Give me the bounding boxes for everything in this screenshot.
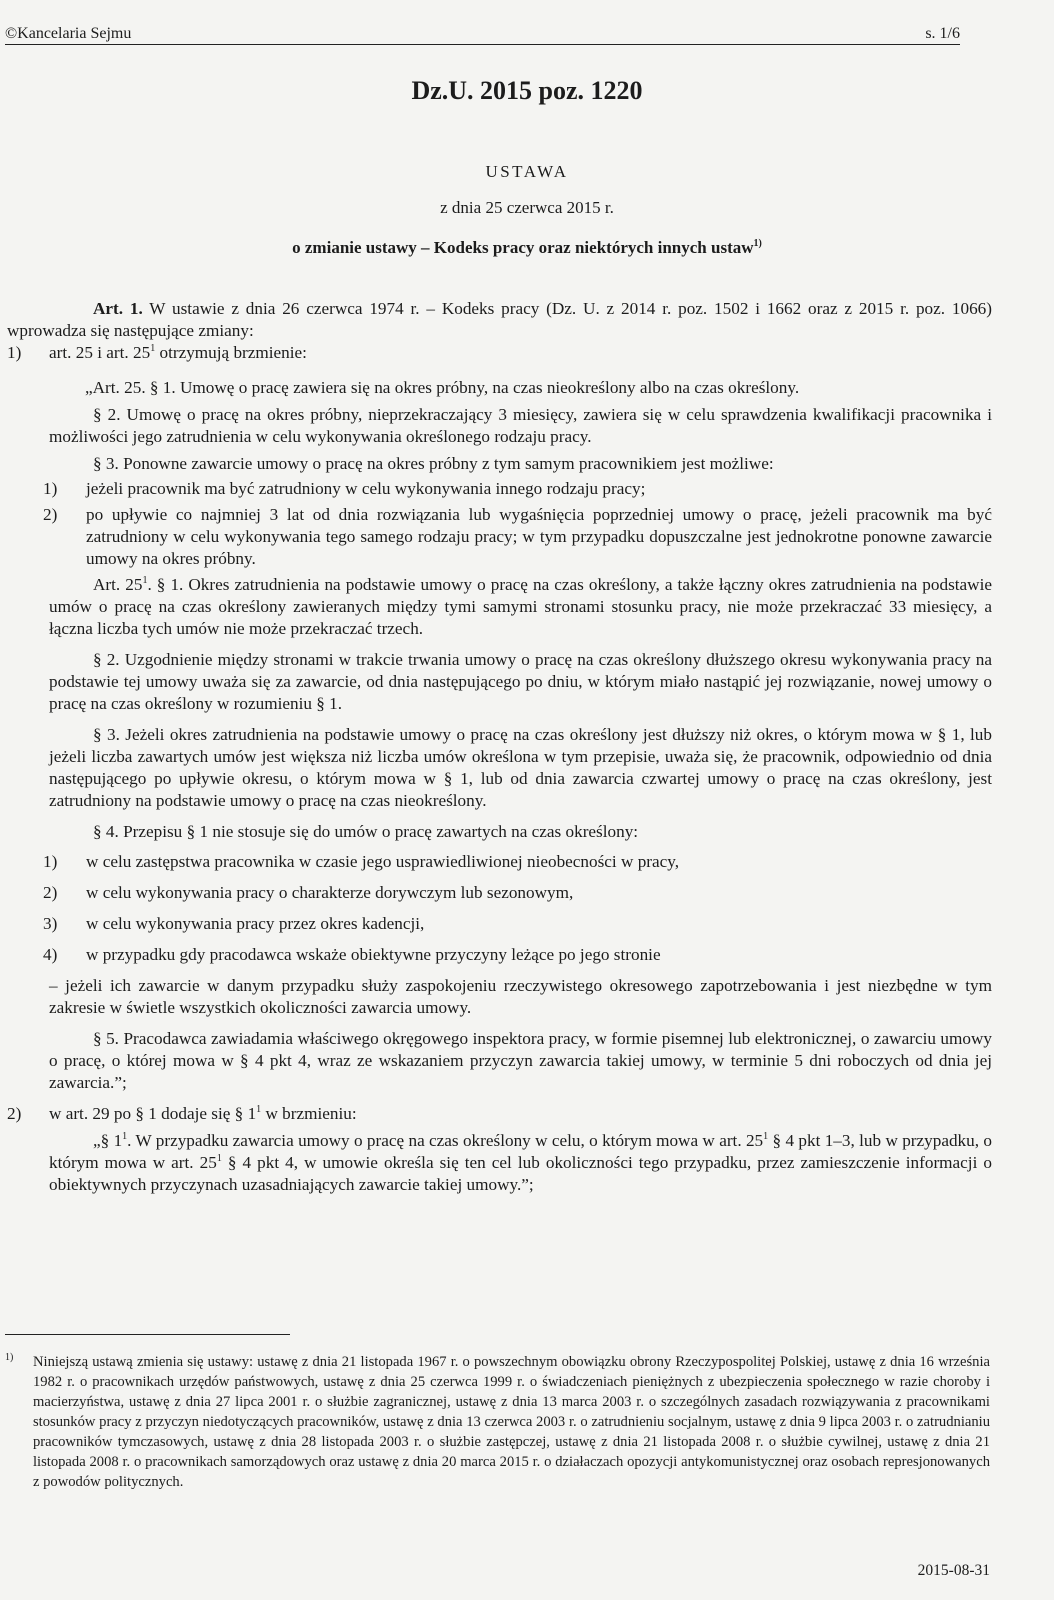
art25-s2: § 2. Umowę o pracę na okres próbny, nieprzekraczający 3 miesięcy, zawiera się w celu sprawdzenia kwalifikacji pracownika i możliwości jego zatrudnienia w celu wykonywania określonego rodzaju pracy. [49,405,992,446]
item-number: 1) [43,852,58,871]
item-text: w celu wykonywania pracy o charakterze dorywczym lub sezonowym, [86,883,574,902]
art25-1-s5: § 5. Pracodawca zawiadamia właściwego okręgowego inspektora pracy, w formie pisemnej lub elektronicznej, o zawarciu umowy o pracę, o której mowa w § 4 pkt 4, wraz ze wskazaniem przyczyn zawarcia takiej umowy, w terminie 5 dni roboczych od dnia jej zawarcia.”; [49,1029,992,1092]
superscript: 1 [763,1131,769,1142]
footnote-text: Niniejszą ustawą zmienia się ustawy: ustawę z dnia 21 listopada 1967 r. o powszechnym obowiązku obrony Rzeczypospolitej Polskiej, ustawę z dnia 16 września 1982 r. o pracownikach urzędów państwowych, ustawę z dnia 25 czerwca 1999 r. o świadczeniach pieniężnych z ubezpieczenia społecznego w razie choroby i macierzyństwa, ustawę z dnia 27 lipca 2001 r. o służbie zagranicznej, ustawę z dnia 13 marca 2003 r. o szczególnych zasadach rozwiązywania z pracownikami stosunków pracy z przyczyn niedotyczących pracowników, ustawę z dnia 13 czerwca 2003 r. o zatrudnieniu socjalnym, ustawę z dnia 9 lipca 2003 r. o zatrudnianiu pracowników tymczasowych, ustawę z dnia 28 listopada 2003 r. o służbie zastępczej, ustawę z dnia 21 listopada 2008 r. o służbie cywilnej, ustawę z dnia 21 listopada 2008 r. o pracownikach samorządowych oraz ustawę z dnia 20 marca 2015 r. o działaczach opozycji antykomunistycznej oraz osobach represjonowanych z powodów politycznych. [33,1354,990,1490]
list-item [7,882,992,904]
quote-text: § 4 pkt 1–3, lub w przypadku, o którym mowa w art. 25 [49,1131,992,1172]
journal-reference: Dz.U. 2015 poz. 1220 [411,76,643,105]
page-header [5,22,960,45]
point-2 [7,1103,992,1125]
article-text: . § 1. Okres zatrudnienia na podstawie umowy o pracę na czas określony, a także łączny okres zatrudnienia na podstawie umów o pracę na czas określony zawieranych między tymi samymi stronami stosunku pracy, nie może przekraczać 33 miesięcy, a łączna liczba tych umów nie może przekraczać trzech. [49,575,992,638]
list-item [7,944,992,966]
act-type: USTAWA [485,162,569,181]
point-text: w art. 29 po § 1 dodaje się § 1 [49,1104,257,1123]
item-number: 2) [43,505,58,524]
art25-1-s4-tail: – jeżeli ich zawarcie w danym przypadku służy zaspokojeniu rzeczywistego okresowego zapotrzebowania i jest niezbędne w tym zakresie w świetle wszystkich okoliczności zawarcia umowy. [49,976,992,1017]
point-number: 1) [7,343,22,362]
point-1 [7,342,992,364]
superscript: 1 [122,1131,128,1142]
list-item [7,851,992,873]
item-number: 1) [43,479,58,498]
art25-1-s2: § 2. Uzgodnienie między stronami w trakcie trwania umowy o pracę na czas określony dłuższego okresu wykonywania pracy na podstawie tej umowy uważa się za zawarcie, od dnia następującego po dniu, w którym miało nastąpić jej rozwiązanie, nowej umowy o pracę na czas określony w rozumieniu § 1. [49,650,992,713]
footnote-reference[interactable]: 1) [753,238,762,249]
article-text: Art. 25 [93,575,143,594]
point-number: 2) [7,1104,22,1123]
list-item [7,478,992,500]
item-text: w przypadku gdy pracodawca wskaże obiektywne przyczyny leżące po jego stronie [86,945,661,964]
list-item [7,504,992,570]
art25-s1: „Art. 25. § 1. Umowę o pracę zawiera się na okres próbny, na czas nieokreślony albo na czas określony. [85,378,800,397]
item-text: w celu wykonywania pracy przez okres kadencji, [86,914,425,933]
quote-text: „§ 1 [93,1131,123,1150]
item-number: 4) [43,945,58,964]
superscript: 1 [256,1104,262,1115]
act-date: z dnia 25 czerwca 2015 r. [440,198,614,217]
footnote [5,1352,990,1492]
art29-quote [7,1130,992,1196]
point-text: w brzmieniu: [261,1104,357,1123]
superscript: 1 [142,575,148,586]
publication-date: 2015-08-31 [917,1562,990,1579]
item-number: 3) [43,914,58,933]
art25-1-s1 [7,574,992,640]
act-subject [0,238,1054,258]
footnote-divider [5,1334,290,1335]
page-number: s. 1/6 [925,25,960,42]
quote-text: . W przypadku zawarcia umowy o pracę na czas określony w celu, o którym mowa w art. 25 [127,1131,764,1150]
art25-s3: § 3. Ponowne zawarcie umowy o pracę na okres próbny z tym samym pracownikiem jest możliwe: [93,454,774,473]
article-1-text: W ustawie z dnia 26 czerwca 1974 r. – Kodeks pracy (Dz. U. z 2014 r. poz. 1502 i 1662 oraz z 2015 r. poz. 1066) wprowadza się następujące zmiany: [7,299,992,340]
art25-1-s4: § 4. Przepisu § 1 nie stosuje się do umów o pracę zawartych na czas określony: [93,822,639,841]
list-item [7,913,992,935]
item-text: po upływie co najmniej 3 lat od dnia rozwiązania lub wygaśnięcia poprzedniej umowy o pracę, jeżeli pracownik ma być zatrudniony w celu wykonywania tego samego rodzaju pracy; w tym przypadku dopuszczalne jest jednokrotne ponowne zawarcie umowy na okres próbny. [86,505,992,568]
article-1 [7,298,992,342]
footnote-mark: 1) [5,1352,14,1363]
item-number: 2) [43,883,58,902]
superscript: 1 [150,343,156,354]
item-text: jeżeli pracownik ma być zatrudniony w celu wykonywania innego rodzaju pracy; [86,479,646,498]
article-1-label: Art. 1. [93,299,143,318]
point-text: otrzymują brzmienie: [155,343,307,362]
superscript: 1 [216,1153,222,1164]
point-text: art. 25 i art. 25 [49,343,151,362]
art25-1-s3: § 3. Jeżeli okres zatrudnienia na podstawie umowy o pracę na czas określony jest dłuższy niż okres, o którym mowa w § 1, lub jeżeli liczba zawartych umów jest większa niż liczba umów określona w tym przepisie, uważa się, że pracownik, odpowiednio od dnia następującego po upływie okresu, o którym mowa w § 1, lub od dnia zawarcia czwartej umowy o pracę na czas określony, jest zatrudniony na podstawie umowy o pracę na czas nieokreślony. [49,725,992,810]
quote-text: § 4 pkt 4, w umowie określa się ten cel lub okoliczności tego przypadku, przez zamieszczenie informacji o obiektywnych przyczynach uzasadniających zawarcie takiej umowy.”; [49,1153,992,1194]
publisher-label: ©Kancelaria Sejmu [5,25,132,42]
item-text: w celu zastępstwa pracownika w czasie jego usprawiedliwionej nieobecności w pracy, [86,852,680,871]
act-subject-text: o zmianie ustawy – Kodeks pracy oraz niektórych innych ustaw [292,238,754,257]
document-body [7,298,992,1196]
